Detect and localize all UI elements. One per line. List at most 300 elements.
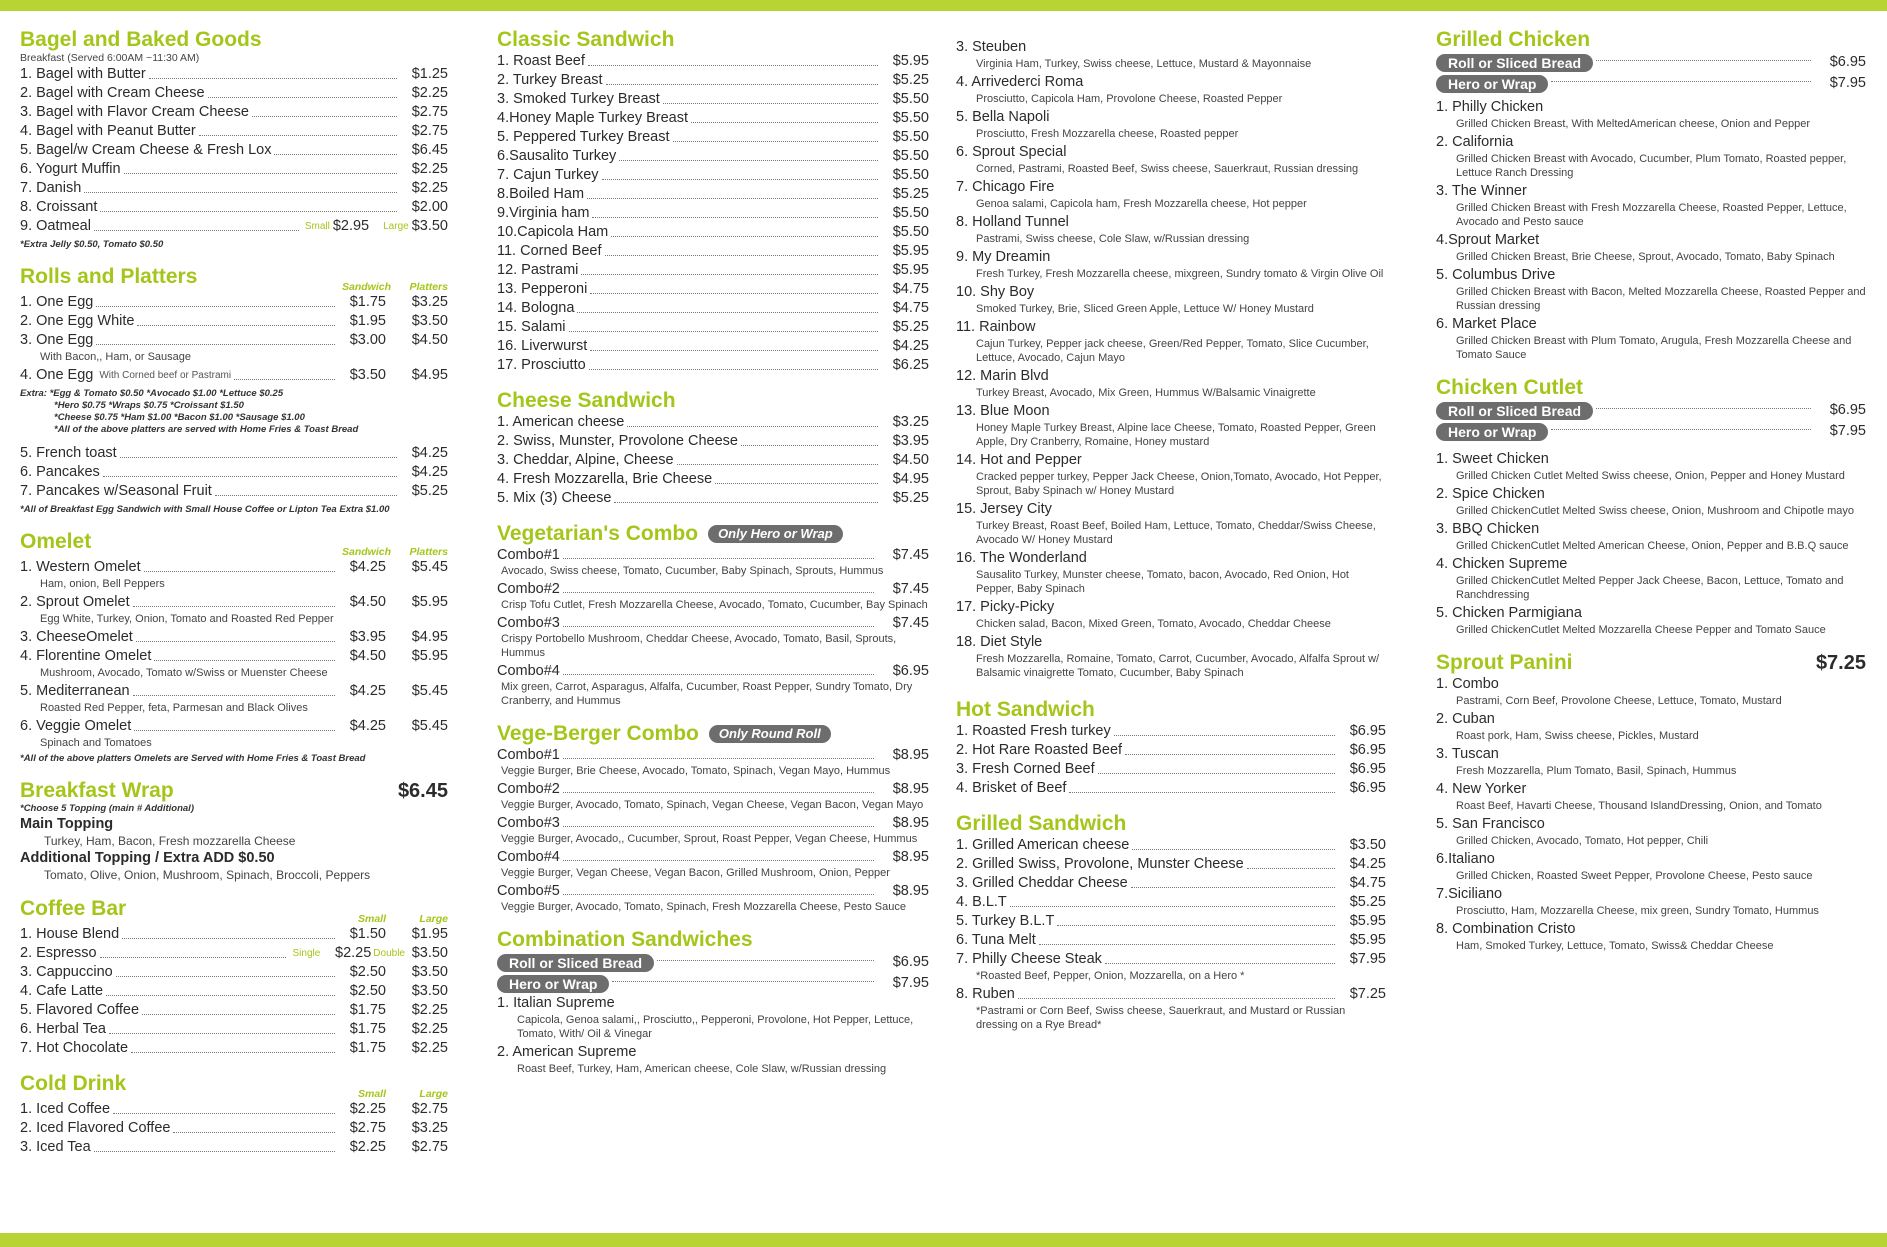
size-label: Single — [292, 948, 321, 959]
menu-item[interactable]: 9. Oatmeal Small $2.95 Large $3.50 — [20, 218, 448, 234]
menu-item[interactable]: 16. The Wonderland — [956, 550, 1087, 566]
item-name: 2. Grilled Swiss, Provolone, Munster Cheese — [956, 856, 1244, 872]
menu-item[interactable]: 18. Diet Style — [956, 634, 1043, 650]
price: $2.95 — [332, 218, 370, 234]
option-row[interactable]: Roll or Sliced Bread $6.95 — [1436, 52, 1866, 73]
item-description: Veggie Burger, Avocado, Tomato, Spinach, Fresh Mozzarella Cheese, Pesto Sauce — [501, 901, 907, 913]
menu-item[interactable] — [497, 356, 929, 375]
menu-item[interactable] — [956, 893, 1386, 912]
leader-dots — [1131, 887, 1335, 888]
menu-item[interactable] — [20, 593, 448, 612]
menu-item[interactable]: 14. Hot and Pepper — [956, 452, 1082, 468]
menu-item[interactable]: 6. Market Place — [1436, 316, 1537, 332]
leader-dots — [1132, 849, 1335, 850]
price: $4.95 — [892, 471, 929, 487]
item-description: Fresh Mozzarella, Romaine, Tomato, Carrot, Cucumber, Avocado, Alfalfa Sprout w/ Balsamic vinaigrette Tomato, Cucumber, Baby Spinach — [976, 653, 1380, 679]
menu-item[interactable] — [497, 432, 929, 451]
menu-item[interactable]: 11. Rainbow — [956, 319, 1036, 335]
price: $4.95 — [411, 629, 448, 645]
item-name: Combo#4 — [497, 849, 560, 865]
menu-item[interactable] — [956, 760, 1386, 779]
item-name: 2. Espresso — [20, 945, 97, 961]
section-title: Omelet — [20, 530, 92, 553]
item-name: 4.Honey Maple Turkey Breast — [497, 110, 689, 126]
leader-dots — [602, 179, 878, 180]
column-3 — [956, 38, 1386, 1046]
option-row[interactable]: Hero or Wrap $7.95 — [1436, 73, 1866, 94]
item-name: 1. Roast Beef — [497, 53, 585, 69]
vegeberger-list — [497, 746, 929, 914]
menu-item[interactable]: 1. Philly Chicken — [1436, 99, 1544, 115]
item-name: Combo#4 — [497, 663, 560, 679]
price: $5.50 — [892, 148, 929, 164]
option-row[interactable]: Roll or Sliced Bread $6.95 — [497, 952, 929, 973]
item-name: 4. Fresh Mozzarella, Brie Cheese — [497, 471, 713, 487]
menu-item[interactable] — [20, 179, 448, 198]
menu-item[interactable] — [956, 950, 1386, 969]
item-description: Corned, Pastrami, Roasted Beef, Swiss cheese, Sauerkraut, Russian dressing — [976, 163, 1359, 175]
item-description: Cajun Turkey, Pepper jack cheese, Green/Red Pepper, Tomato, Slice Cucumber, Lettuce, Avocado, Cajun Mayo — [976, 338, 1369, 364]
menu-item[interactable] — [497, 261, 929, 280]
price: $3.50 — [411, 964, 448, 980]
price: $5.25 — [892, 72, 929, 88]
classic-list — [497, 52, 929, 375]
menu-item[interactable]: 1. Sweet Chicken — [1436, 451, 1549, 467]
item-description: Roast pork, Ham, Swiss cheese, Pickles, Mustard — [1456, 730, 1699, 742]
menu-item[interactable] — [20, 925, 448, 944]
menu-item[interactable] — [497, 451, 929, 470]
menu-item[interactable] — [497, 780, 929, 798]
menu-item[interactable]: 3. Steuben — [956, 39, 1027, 55]
menu-item[interactable] — [20, 1100, 448, 1119]
price: $2.75 — [349, 1120, 386, 1136]
menu-item[interactable] — [497, 746, 929, 764]
menu-item[interactable] — [20, 628, 448, 647]
menu-item[interactable] — [497, 413, 929, 432]
item-description: *Pastrami or Corn Beef, Swiss cheese, Sauerkraut, and Mustard or Russian dressing on a Rye Bread* — [976, 1005, 1346, 1031]
menu-item[interactable] — [497, 882, 929, 900]
menu-item[interactable]: 1. Italian Supreme — [497, 995, 615, 1011]
price: $7.45 — [892, 547, 929, 563]
menu-item[interactable]: 13. Blue Moon — [956, 403, 1050, 419]
leader-dots — [124, 173, 397, 174]
price: $7.95 — [1349, 951, 1386, 967]
item-name: 4. Florentine Omelet — [20, 648, 152, 664]
section-combination-cont — [956, 38, 1386, 680]
item-name: 3. One Egg — [20, 332, 94, 348]
price: $1.75 — [349, 294, 386, 310]
price: $4.25 — [1349, 856, 1386, 872]
price: $2.25 — [411, 1002, 448, 1018]
hot-list — [956, 722, 1386, 798]
leader-dots — [96, 306, 335, 307]
menu-item[interactable]: 10. Shy Boy — [956, 284, 1035, 300]
menu-item[interactable]: 4.Sprout Market — [1436, 232, 1540, 248]
menu-item[interactable] — [20, 160, 448, 179]
menu-item[interactable] — [20, 366, 448, 385]
menu-item[interactable] — [497, 166, 929, 185]
price: $5.50 — [892, 129, 929, 145]
menu-item[interactable] — [497, 280, 929, 299]
menu-item[interactable] — [497, 814, 929, 832]
menu-item[interactable] — [956, 741, 1386, 760]
menu-item[interactable] — [497, 147, 929, 166]
option-badge: Only Round Roll — [709, 725, 831, 743]
menu-item[interactable] — [20, 963, 448, 982]
section-title: Hot Sandwich — [956, 698, 1095, 721]
note: *Cheese $0.75 *Ham $1.00 *Bacon $1.00 *Sausage $1.00 — [54, 412, 305, 423]
menu-item[interactable]: 12. Marin Blvd — [956, 368, 1049, 384]
menu-item[interactable]: 5. Bella Napoli — [956, 109, 1050, 125]
leader-dots — [1114, 735, 1335, 736]
item-name: 8. Ruben — [956, 986, 1015, 1002]
menu-item[interactable]: 8. Combination Cristo — [1436, 921, 1576, 937]
menu-item[interactable] — [497, 318, 929, 337]
leader-dots — [587, 198, 878, 199]
menu-item[interactable] — [497, 242, 929, 261]
item-description: Grilled Chicken Breast with Bacon, Melted Mozzarella Cheese, Roasted Pepper and Russian dressing — [1456, 286, 1866, 312]
price: $3.50 — [411, 983, 448, 999]
item-description: Avocado, Swiss cheese, Tomato, Cucumber, Baby Spinach, Sprouts, Hummus — [501, 565, 884, 577]
leader-dots — [199, 135, 397, 136]
item-description: Grilled ChickenCutlet Melted Swiss cheese, Onion, Mushroom and Chipotle mayo — [1456, 505, 1855, 517]
menu-item[interactable] — [497, 185, 929, 204]
price: $4.25 — [349, 683, 386, 699]
menu-item[interactable] — [20, 293, 448, 312]
menu-item[interactable] — [20, 682, 448, 701]
menu-item[interactable] — [497, 299, 929, 318]
item-note: With Corned beef or Pastrami — [99, 370, 232, 381]
menu-item[interactable] — [20, 331, 448, 350]
item-description: Chicken salad, Bacon, Mixed Green, Tomato, Avocado, Cheddar Cheese — [976, 618, 1331, 630]
price: $4.95 — [411, 367, 448, 383]
menu-item[interactable] — [956, 912, 1386, 931]
item-description: Prosciutto, Fresh Mozzarella cheese, Roasted pepper — [976, 128, 1239, 140]
item-description: Honey Maple Turkey Breast, Alpine lace Cheese, Tomato, Roasted Pepper, Green Apple, Dry Cranberry, Romaine, Honey mustard — [976, 422, 1376, 448]
price: $1.75 — [349, 1040, 386, 1056]
item-description: Roast Beef, Havarti Cheese, Thousand IslandDressing, Onion, and Tomato — [1456, 800, 1822, 812]
leader-dots — [154, 660, 335, 661]
section-title: Cold Drink — [20, 1072, 127, 1095]
item-description: Cracked pepper turkey, Pepper Jack Cheese, Onion,Tomato, Avocado, Hot Pepper, Sprout, Baby Spinach w/ Honey Mustard — [976, 471, 1382, 497]
section-title: Grilled Chicken — [1436, 28, 1591, 51]
menu-item[interactable] — [497, 90, 929, 109]
menu-item[interactable]: 2. Cuban — [1436, 711, 1495, 727]
bagel-list — [20, 65, 448, 217]
menu-item[interactable] — [497, 204, 929, 223]
price: $5.95 — [892, 262, 929, 278]
section-title: Bagel and Baked Goods — [20, 28, 262, 51]
price: $5.25 — [1349, 894, 1386, 910]
menu-item[interactable] — [20, 558, 448, 577]
menu-item[interactable]: 4. New Yorker — [1436, 781, 1527, 797]
item-name: 2. Turkey Breast — [497, 72, 603, 88]
price: $3.50 — [1349, 837, 1386, 853]
price: $6.45 — [397, 780, 448, 802]
note: *All of the above platters Omelets are Served with Home Fries & Toast Bread — [20, 753, 366, 764]
menu-item[interactable] — [956, 855, 1386, 874]
menu-item[interactable] — [20, 141, 448, 160]
menu-item[interactable] — [20, 103, 448, 122]
option-row[interactable]: Hero or Wrap $7.95 — [1436, 421, 1866, 442]
leader-dots — [715, 483, 878, 484]
option-row[interactable]: Hero or Wrap $7.95 — [497, 973, 929, 994]
section-bagels — [20, 28, 448, 251]
menu-item[interactable] — [20, 444, 448, 463]
price: $2.25 — [411, 1021, 448, 1037]
menu-item[interactable]: 6. Sprout Special — [956, 144, 1067, 160]
menu-item[interactable] — [20, 312, 448, 331]
column-headers: Sandwich Platters — [342, 546, 448, 558]
menu-item[interactable] — [956, 985, 1386, 1004]
note: *Hero $0.75 *Wraps $0.75 *Croissant $1.50 — [54, 400, 244, 411]
leader-dots — [133, 695, 335, 696]
menu-item[interactable] — [20, 1001, 448, 1020]
menu-item[interactable] — [20, 482, 448, 501]
menu-item[interactable]: 5. Columbus Drive — [1436, 267, 1556, 283]
section-omelet — [20, 530, 448, 765]
leader-dots — [673, 141, 879, 142]
leader-dots — [563, 674, 874, 675]
section-vegeberger — [497, 722, 929, 914]
leader-dots — [1125, 754, 1335, 755]
leader-dots — [1010, 906, 1335, 907]
price: $5.25 — [411, 483, 448, 499]
item-description: Turkey Breast, Avocado, Mix Green, Hummus W/Balsamic Vinaigrette — [976, 387, 1316, 399]
item-description: Fresh Turkey, Fresh Mozzarella cheese, mixgreen, Sundry tomato & Virgin Olive Oil — [976, 268, 1384, 280]
menu-item[interactable] — [20, 717, 448, 736]
leader-dots — [1105, 963, 1335, 964]
item-name: 3. Smoked Turkey Breast — [497, 91, 660, 107]
leader-dots — [120, 457, 397, 458]
menu-item[interactable]: 9. My Dreamin — [956, 249, 1051, 265]
item-name: 9.Virginia ham — [497, 205, 590, 221]
item-name: 7. Philly Cheese Steak — [956, 951, 1102, 967]
item-name: 8.Boiled Ham — [497, 186, 585, 202]
item-description: Grilled Chicken Breast with Plum Tomato, Arugula, Fresh Mozzarella Cheese and Tomato Sauce — [1456, 335, 1852, 361]
menu-item[interactable] — [497, 489, 929, 508]
item-name: 2. Bagel with Cream Cheese — [20, 85, 205, 101]
price: $5.95 — [1349, 932, 1386, 948]
leader-dots — [619, 160, 878, 161]
leader-dots — [142, 1014, 335, 1015]
leader-dots — [208, 97, 397, 98]
price: $3.25 — [411, 1120, 448, 1136]
menu-item[interactable] — [956, 836, 1386, 855]
leader-dots — [131, 1052, 335, 1053]
option-row[interactable]: Roll or Sliced Bread $6.95 — [1436, 400, 1866, 421]
item-description: Sausalito Turkey, Munster cheese, Tomato, bacon, Avocado, Red Onion, Hot Pepper, Baby Spinach — [976, 569, 1349, 595]
price: $6.95 — [1349, 742, 1386, 758]
item-description: Crisp Tofu Cutlet, Fresh Mozzarella Cheese, Avocado, Tomato, Cucumber, Bay Spinach — [501, 599, 928, 611]
leader-dots — [563, 860, 874, 861]
price: $4.75 — [1349, 875, 1386, 891]
leader-dots — [741, 445, 878, 446]
menu-item[interactable] — [497, 223, 929, 242]
item-description: Grilled ChickenCutlet Melted American Cheese, Onion, Pepper and B.B.Q sauce — [1456, 540, 1849, 552]
price: $5.45 — [411, 559, 448, 575]
menu-item[interactable]: 15. Jersey City — [956, 501, 1052, 517]
leader-dots — [691, 122, 878, 123]
menu-item[interactable] — [497, 546, 929, 564]
cold-list — [20, 1100, 448, 1157]
price: $2.00 — [411, 199, 448, 215]
menu-item[interactable] — [20, 1138, 448, 1157]
menu-item[interactable] — [20, 982, 448, 1001]
menu-item[interactable] — [20, 1039, 448, 1058]
price: $4.75 — [892, 300, 929, 316]
note: *All of Breakfast Egg Sandwich with Small House Coffee or Lipton Tea Extra $1.00 — [20, 504, 390, 515]
menu-item[interactable] — [956, 931, 1386, 950]
leader-dots — [588, 65, 878, 66]
price: $6.95 — [1349, 723, 1386, 739]
item-name: 1. Iced Coffee — [20, 1101, 111, 1117]
price: $5.50 — [892, 167, 929, 183]
menu-item[interactable] — [497, 52, 929, 71]
menu-item[interactable] — [497, 614, 929, 632]
column-headers: Sandwich Platters — [342, 281, 448, 293]
section-cold-drink — [20, 1072, 448, 1157]
combination-list — [497, 994, 929, 1076]
menu-item[interactable]: 5. San Francisco — [1436, 816, 1545, 832]
item-name: 4. Cafe Latte — [20, 983, 104, 999]
leader-dots — [1039, 944, 1335, 945]
main-topping-label: Main Topping — [20, 816, 114, 832]
menu-item[interactable] — [497, 71, 929, 90]
section-rolls — [20, 265, 448, 516]
leader-dots — [577, 312, 878, 313]
menu-item[interactable]: 17. Picky-Picky — [956, 599, 1055, 615]
menu-item[interactable] — [20, 1020, 448, 1039]
item-name: 6. Herbal Tea — [20, 1021, 106, 1037]
menu-item[interactable] — [20, 198, 448, 217]
item-description: Prosciutto, Capicola Ham, Provolone Cheese, Roasted Pepper — [976, 93, 1283, 105]
item-name: 7. Hot Chocolate — [20, 1040, 129, 1056]
section-vegetarian — [497, 522, 929, 708]
price: $4.25 — [892, 338, 929, 354]
price: $5.95 — [411, 594, 448, 610]
menu-item[interactable]: 8. Holland Tunnel — [956, 214, 1069, 230]
menu-item[interactable] — [497, 848, 929, 866]
price: $5.95 — [411, 648, 448, 664]
leader-dots — [590, 350, 878, 351]
item-description: Ham, Smoked Turkey, Lettuce, Tomato, Swiss& Cheddar Cheese — [1456, 940, 1774, 952]
menu-item[interactable] — [956, 779, 1386, 798]
leader-dots — [252, 116, 397, 117]
price: $7.25 — [1349, 986, 1386, 1002]
price: $6.95 — [892, 663, 929, 679]
price: $4.25 — [411, 445, 448, 461]
item-name: 1. One Egg — [20, 294, 94, 310]
item-description: Crispy Portobello Mushroom, Cheddar Cheese, Avocado, Tomato, Basil, Sprouts, Hummus — [501, 633, 897, 659]
price: $3.95 — [892, 433, 929, 449]
section-cheese — [497, 389, 929, 508]
menu-item[interactable]: 7. Chicago Fire — [956, 179, 1055, 195]
leader-dots — [234, 379, 335, 380]
menu-item[interactable]: 2. California — [1436, 134, 1514, 150]
price: $2.75 — [411, 1139, 448, 1155]
menu-item[interactable] — [497, 580, 929, 598]
menu-item[interactable]: 3. The Winner — [1436, 183, 1527, 199]
price: $5.50 — [892, 110, 929, 126]
menu-item[interactable]: 7.Siciliano — [1436, 886, 1503, 902]
menu-item[interactable] — [497, 337, 929, 356]
menu-item[interactable]: 4. Chicken Supreme — [1436, 556, 1568, 572]
menu-item[interactable] — [956, 722, 1386, 741]
menu-item[interactable]: 6.Italiano — [1436, 851, 1495, 867]
item-description: Grilled Chicken, Avocado, Tomato, Hot pepper, Chili — [1456, 835, 1709, 847]
price: $6.95 — [1349, 761, 1386, 777]
menu-item[interactable] — [497, 109, 929, 128]
price: $5.50 — [892, 91, 929, 107]
menu-item[interactable] — [20, 944, 448, 963]
menu-item[interactable] — [20, 84, 448, 103]
menu-item[interactable]: 1. Combo — [1436, 676, 1499, 692]
column-headers: Small Large — [357, 1088, 448, 1100]
menu-item[interactable] — [497, 470, 929, 489]
price: $2.50 — [349, 964, 386, 980]
menu-item[interactable]: 4. Arrivederci Roma — [956, 74, 1084, 90]
leader-dots — [100, 957, 287, 958]
section-title: Cheese Sandwich — [497, 389, 676, 412]
section-title: Combination Sandwiches — [497, 928, 753, 951]
item-description: Grilled Chicken Breast, With MeltedAmerican cheese, Onion and Pepper — [1456, 118, 1811, 130]
item-name: 2. One Egg White — [20, 313, 135, 329]
item-description: Ham, onion, Bell Peppers — [40, 578, 165, 590]
leader-dots — [563, 758, 874, 759]
leader-dots — [563, 592, 874, 593]
item-name: 5. Flavored Coffee — [20, 1002, 140, 1018]
item-description: Fresh Mozzarella, Plum Tomato, Basil, Spinach, Hummus — [1456, 765, 1737, 777]
leader-dots — [274, 154, 397, 155]
price: $4.25 — [349, 559, 386, 575]
price: $3.25 — [411, 294, 448, 310]
additional-topping: Tomato, Olive, Onion, Mushroom, Spinach, Broccoli, Peppers — [44, 868, 371, 882]
menu-item[interactable] — [20, 65, 448, 84]
leader-dots — [627, 426, 878, 427]
menu-item[interactable]: 2. American Supreme — [497, 1044, 637, 1060]
menu-item[interactable] — [956, 874, 1386, 893]
leader-dots — [100, 211, 397, 212]
menu-item[interactable] — [20, 122, 448, 141]
item-name: Combo#3 — [497, 815, 560, 831]
menu-item[interactable] — [20, 1119, 448, 1138]
leader-dots — [614, 502, 878, 503]
menu-item[interactable]: 5. Chicken Parmigiana — [1436, 605, 1582, 621]
menu-item[interactable] — [20, 463, 448, 482]
section-title: Vege-Berger Combo Only Round Roll — [497, 722, 929, 746]
item-name: Combo#1 — [497, 747, 560, 763]
leader-dots — [136, 641, 335, 642]
leader-dots — [569, 331, 878, 332]
price: $2.25 — [349, 1101, 386, 1117]
item-name: 13. Pepperoni — [497, 281, 588, 297]
item-description: Mix green, Carrot, Asparagus, Alfalfa, Cucumber, Roast Pepper, Sundry Tomato, Dry Cranberry, and Hummus — [501, 681, 913, 707]
menu-item[interactable]: 2. Spice Chicken — [1436, 486, 1545, 502]
menu-item[interactable] — [497, 128, 929, 147]
menu-item[interactable]: 3. BBQ Chicken — [1436, 521, 1540, 537]
price: $1.95 — [411, 926, 448, 942]
price: $4.50 — [349, 648, 386, 664]
menu-item[interactable] — [497, 662, 929, 680]
menu-item[interactable] — [20, 647, 448, 666]
item-name: Combo#5 — [497, 883, 560, 899]
item-name: 6.Sausalito Turkey — [497, 148, 617, 164]
grilled-list — [956, 836, 1386, 1032]
section-coffee — [20, 897, 448, 1058]
menu-item[interactable]: 3. Tuscan — [1436, 746, 1499, 762]
item-description: Veggie Burger, Avocado, Tomato, Spinach, Vegan Cheese, Vegan Bacon, Vegan Mayo — [501, 799, 924, 811]
